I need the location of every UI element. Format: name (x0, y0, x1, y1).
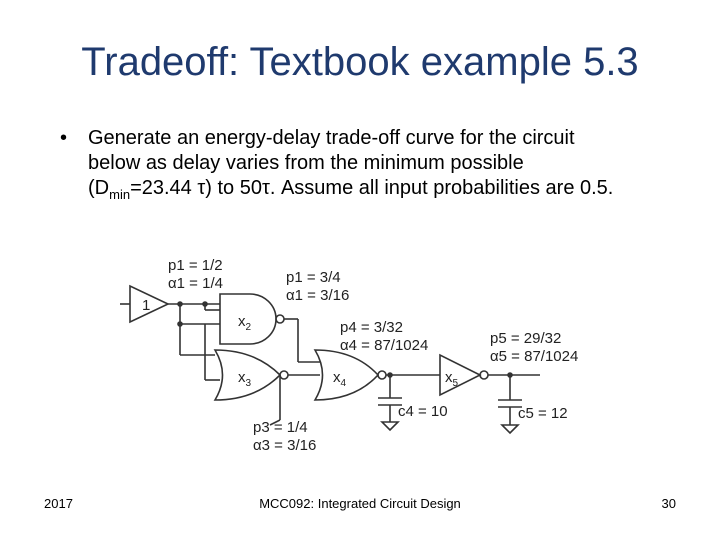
cap-c4-label: c4 = 10 (398, 403, 448, 420)
node5-activity-label: α5 = 87/1024 (490, 348, 579, 365)
nor-gate-x4 (315, 350, 378, 400)
input-activity-label: α1 = 1/4 (168, 275, 223, 292)
input-prob-label: p1 = 1/2 (168, 257, 223, 274)
footer-year: 2017 (44, 496, 73, 511)
gate-x2-label: $x_2$ (238, 313, 252, 333)
circuit-diagram (120, 250, 600, 470)
bullet-text-part-2: =23.44 τ) to 50τ. Assume all input probabilities are 0.5. (130, 177, 614, 199)
gate-1-label: 1 (142, 297, 151, 314)
node1-activity-label: α1 = 3/16 (286, 287, 350, 304)
node3-activity-label: α3 = 3/16 (253, 437, 317, 454)
slide-title: Tradeoff: Textbook example 5.3 (81, 40, 639, 84)
gate-x5-label: $x_5$ (445, 369, 459, 389)
node5-prob-label: p5 = 29/32 (490, 330, 562, 347)
nor-gate-x3 (215, 350, 280, 400)
nand-gate-x2 (220, 294, 276, 344)
footer-course: MCC092: Integrated Circuit Design (259, 496, 461, 511)
node3-prob-label: p3 = 1/4 (253, 419, 308, 436)
bullet-item (60, 126, 620, 207)
cap-c5-label: c5 = 12 (518, 405, 568, 422)
bullet-text (88, 126, 620, 207)
gate-x4-label: $x_4$ (333, 369, 347, 389)
bullet-marker: • (60, 127, 68, 149)
gate-x3-label: $x_3$ (238, 369, 252, 389)
node4-activity-label: α4 = 87/1024 (340, 337, 429, 354)
bullet-text-part-1: Generate an energy-delay trade-off curve for the circuit below as delay varies from the minimum possible (D (88, 127, 575, 199)
bullet-subscript: min (109, 187, 131, 202)
footer-page-number: 30 (661, 496, 676, 511)
node4-prob-label: p4 = 3/32 (340, 319, 403, 336)
node1-prob-label: p1 = 3/4 (286, 269, 341, 286)
